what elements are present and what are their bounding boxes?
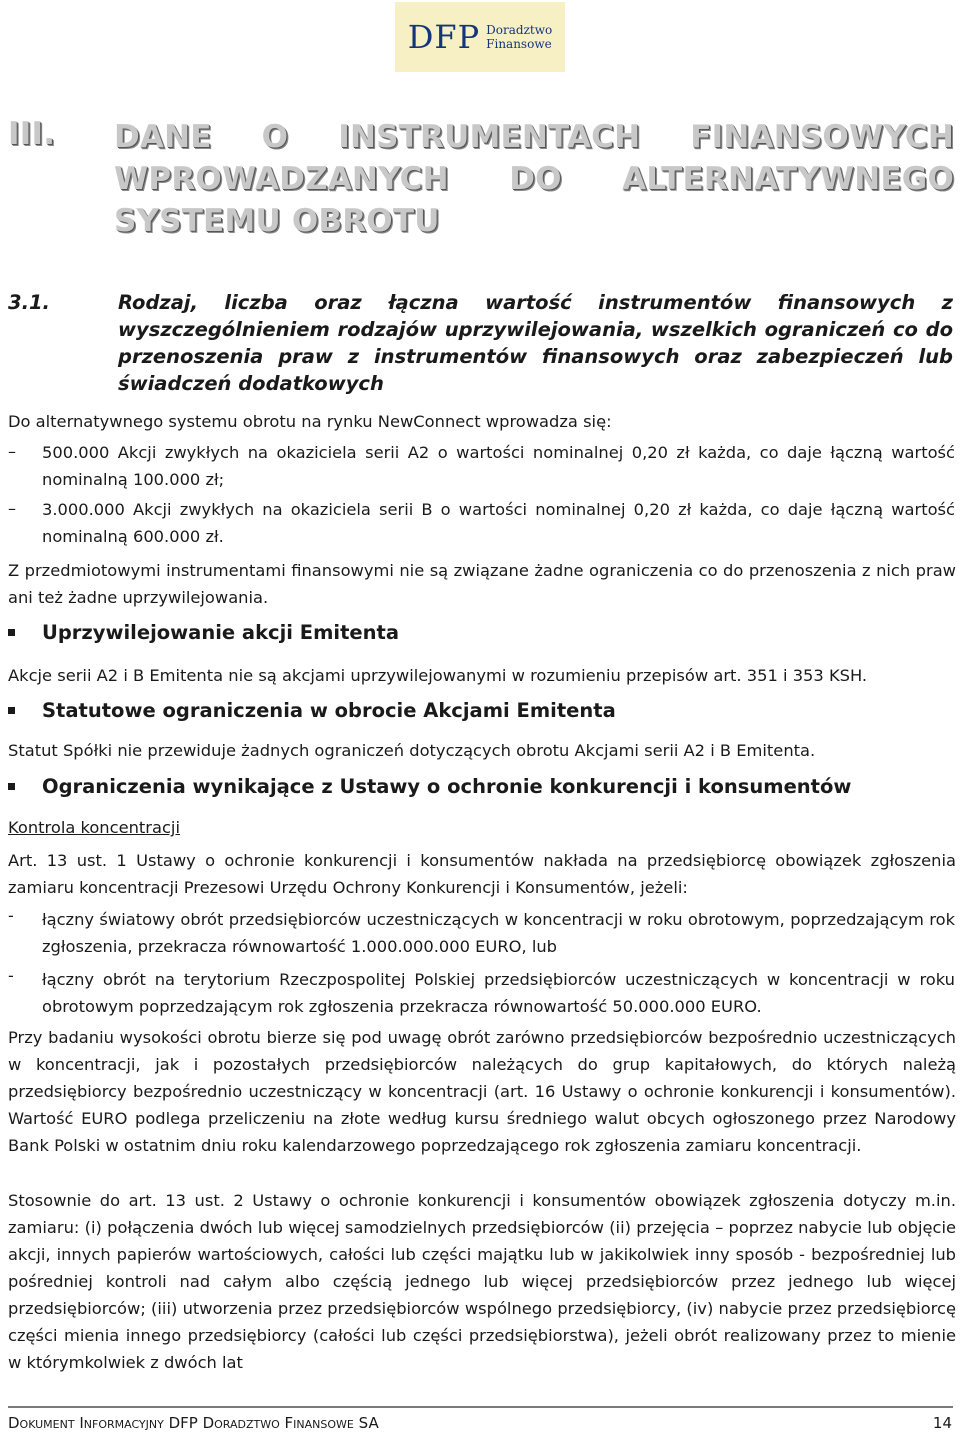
preference-paragraph: Akcje serii A2 i B Emitenta nie są akcjami uprzywilejowanymi w rozumieniu przepisów art. 351 i 353 KSH.	[8, 666, 868, 685]
section-title-text: DANE O INSTRUMENTACH FINANSOWYCH WPROWADZANYCH DO ALTERNATYWNEGO SYSTEMU OBROTU	[114, 119, 954, 239]
list-dash: -	[8, 906, 14, 925]
threshold-world: łączny światowy obrót przedsiębiorców uczestniczących w koncentracji w roku obrotowym, poprzedzającym rok zgłoszenia, przekracza równowartość 1.000.000.000 EURO, lub	[42, 910, 955, 956]
company-logo	[395, 2, 565, 72]
statutory-paragraph: Statut Spółki nie przewiduje żadnych ograniczeń dotyczących obrotu Akcjami serii A2 i B Emitenta.	[8, 741, 816, 760]
art13-2-paragraph: Stosownie do art. 13 ust. 2 Ustawy o ochronie konkurencji i konsumentów obowiązek zgłoszenia dotyczy m.in. zamiaru: (i) połączenia dwóch lub więcej samodzielnych przedsiębiorców (ii) przejęcia – poprzez nabycie lub objęcie akcji, innych papierów wartościowych, całości lub części majątku lub w jakikolwiek inny sposób - bezpośredniej lub pośredniej kontroli nad całym albo częścią jednego lub więcej przedsiębiorców przez jednego lub więcej przedsiębiorców; (iii) utworzenia przez przedsiębiorców wspólnego przedsiębiorcy, (iv) nabycie przez przedsiębiorcę części mienia innego przedsiębiorcy (całości lub części przedsiębiorstwa), jeżeli obrót realizowany przez to mienie w którymkolwiek z dwóch lat	[8, 1191, 956, 1372]
square-bullet-icon	[8, 707, 15, 714]
square-bullet-icon	[8, 783, 15, 790]
art13-intro-paragraph: Art. 13 ust. 1 Ustawy o ochronie konkurencji i konsumentów nakłada na przedsiębiorcę obowiązek zgłoszenia zamiaru koncentracji Prezesowi Urzędu Ochrony Konkurencji i Konsumentów, jeżeli:	[8, 851, 956, 897]
list-dash: –	[8, 442, 16, 461]
share-item-a2: 500.000 Akcji zwykłych na okaziciela serii A2 o wartości nominalnej 0,20 zł każda, co daje łączną wartość nominalną 100.000 zł;	[42, 443, 955, 489]
list-dash: –	[8, 499, 16, 518]
no-restrictions-paragraph: Z przedmiotowymi instrumentami finansowymi nie są związane żadne ograniczenia co do przenoszenia z nich praw ani też żadne uprzywilejowania.	[8, 561, 956, 607]
heading-statutory-text: Statutowe ograniczenia w obrocie Akcjami Emitenta	[42, 699, 616, 722]
share-item-b: 3.000.000 Akcji zwykłych na okaziciela serii B o wartości nominalnej 0,20 zł każda, co daje łączną wartość nominalną 600.000 zł.	[42, 500, 955, 546]
section-number: III.	[8, 116, 56, 152]
threshold-poland: łączny obrót na terytorium Rzeczpospolitej Polskiej przedsiębiorców uczestniczących w koncentracji w roku obrotowym poprzedzającym rok zgłoszenia przekracza równowartość 50.000.000 EURO.	[42, 970, 955, 1016]
square-bullet-icon	[8, 629, 15, 636]
logo-line-2: Finansowe	[486, 37, 552, 51]
list-dash: -	[8, 966, 14, 985]
subheading-control: Kontrola koncentracji	[8, 818, 180, 837]
logo-line-1: Doradztwo	[486, 23, 553, 37]
turnover-paragraph: Przy badaniu wysokości obrotu bierze się pod uwagę obrót zarówno przedsiębiorców bezpośrednio uczestniczących w koncentracji, jak i pozostałych przedsiębiorców należących do grup kapitałowych, do których należą przedsiębiorcy bezpośrednio uczestniczący w koncentracji (art. 16 Ustawy o ochronie konkurencji i konsumentów). Wartość EURO podlega przeliczeniu na złote według kursu średniego walut obcych ogłoszonego przez Narodowy Bank Polski w ostatnim dniu roku kalendarzowego poprzedzającego rok zgłoszenia zamiaru koncentracji.	[8, 1028, 956, 1155]
page-number: 14	[932, 1414, 952, 1432]
footer-document-title: Dokument Informacyjny DFP Doradztwo Finansowe SA	[8, 1414, 379, 1432]
logo-mark: DFP	[407, 18, 481, 56]
intro-paragraph: Do alternatywnego systemu obrotu na rynku NewConnect wprowadza się:	[8, 412, 612, 431]
footer-divider	[8, 1406, 953, 1408]
heading-preference-text: Uprzywilejowanie akcji Emitenta	[42, 621, 399, 644]
subsection-title: Rodzaj, liczba oraz łączna wartość instrumentów finansowych z wyszczególnieniem rodzajów uprzywilejowania, wszelkich ograniczeń co do przenoszenia praw z instrumentów finansowych oraz zabezpieczeń lub świadczeń dodatkowych	[118, 291, 953, 395]
logo-subtitle	[486, 23, 552, 51]
heading-competition-text: Ograniczenia wynikające z Ustawy o ochronie konkurencji i konsumentów	[42, 775, 852, 798]
subsection-number: 3.1.	[8, 291, 50, 314]
